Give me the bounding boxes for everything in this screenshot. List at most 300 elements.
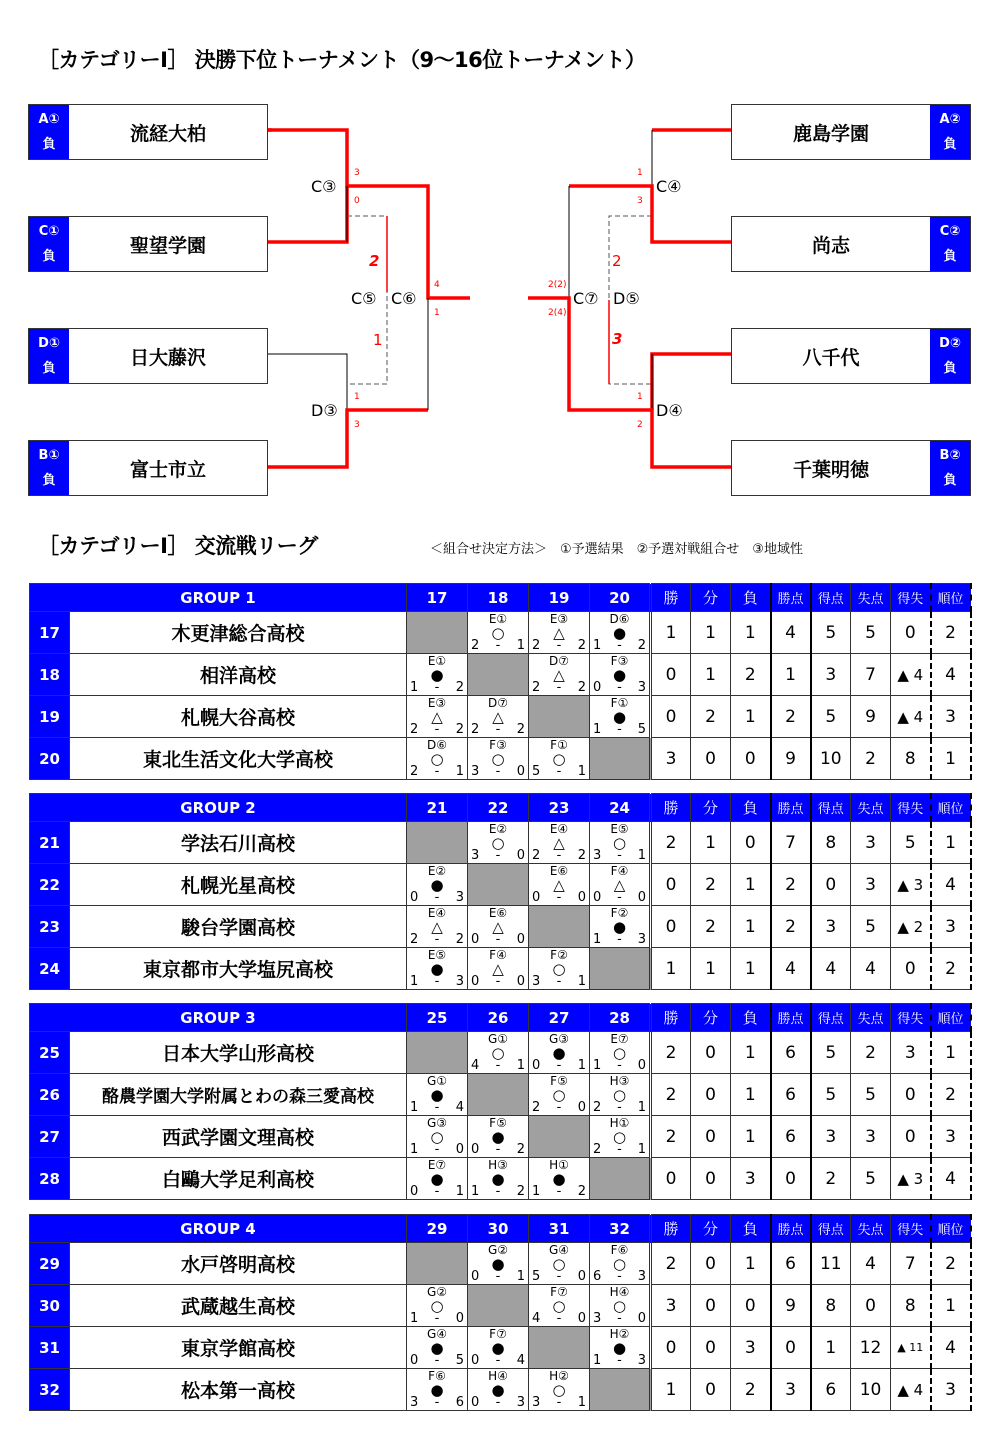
score-for: 2 xyxy=(410,932,419,947)
seed-label: C① xyxy=(38,224,60,239)
stat-value: ▲ 3 xyxy=(891,864,931,906)
result-mark: ● xyxy=(430,1086,444,1104)
stat-value: ▲ 3 xyxy=(891,1158,931,1200)
seed-badge xyxy=(930,105,970,159)
score-against: 3 xyxy=(637,680,647,695)
self-match-cell xyxy=(407,822,468,864)
stat-value: 1 xyxy=(731,1074,771,1116)
score-dash: - xyxy=(495,1142,501,1157)
match-label: C⑤ xyxy=(351,289,377,308)
stat-header: 勝 xyxy=(651,1215,691,1243)
bracket-team xyxy=(28,440,268,496)
score-dash: - xyxy=(556,848,562,863)
score-against: 1 xyxy=(637,1142,647,1157)
score-for: 1 xyxy=(593,722,602,737)
self-match-cell xyxy=(529,1327,590,1369)
result-mark: ○ xyxy=(491,834,505,852)
match-code: G① xyxy=(426,1074,448,1088)
group-name: GROUP 1 xyxy=(30,584,407,612)
win-line xyxy=(268,410,428,467)
score-dash: - xyxy=(617,890,622,905)
score-dash: - xyxy=(495,1058,501,1073)
stat-header: 得点 xyxy=(811,1215,851,1243)
score-for: 2 xyxy=(410,764,419,779)
stat-value: 2 xyxy=(771,864,811,906)
team-name: 東京学館高校 xyxy=(70,1327,407,1369)
stat-value: 1 xyxy=(931,1032,971,1074)
stat-value: ▲ 4 xyxy=(891,654,931,696)
score-against: 3 xyxy=(455,974,465,989)
stat-header: 負 xyxy=(731,1215,771,1243)
score-dash: - xyxy=(556,1184,562,1199)
team-name: 学法石川高校 xyxy=(70,822,407,864)
score-against: 0 xyxy=(577,890,587,905)
self-match-cell xyxy=(468,864,529,906)
score-dash: - xyxy=(556,1269,562,1284)
bracket-team xyxy=(731,440,971,496)
match-label: D③ xyxy=(311,401,338,420)
seed-result: 負 xyxy=(943,249,957,264)
score-for: 6 xyxy=(593,1269,602,1284)
match-code: G③ xyxy=(426,1116,448,1130)
team-number: 18 xyxy=(30,654,70,696)
stat-value: 2 xyxy=(651,822,691,864)
stat-value: 6 xyxy=(771,1074,811,1116)
score-against: 1 xyxy=(516,638,526,653)
score-dash: - xyxy=(434,1100,440,1115)
match-code: G③ xyxy=(548,1032,570,1046)
opponent-column-header: 17 xyxy=(407,584,468,612)
stat-value: 0 xyxy=(691,1116,731,1158)
score-for: 4 xyxy=(532,1311,541,1326)
result-mark: ○ xyxy=(612,1255,627,1273)
result-mark: ● xyxy=(430,666,444,684)
match-result-cell xyxy=(468,906,529,948)
match-code: G② xyxy=(487,1243,509,1257)
stat-value: 0 xyxy=(691,1327,731,1369)
result-mark: ● xyxy=(612,666,627,684)
match-result-cell xyxy=(468,1369,529,1411)
stat-value: 2 xyxy=(731,654,771,696)
stat-header: 分 xyxy=(691,1004,731,1032)
match-code: F① xyxy=(610,696,629,710)
stat-header: 負 xyxy=(731,1004,771,1032)
score-against: 1 xyxy=(455,764,465,779)
score-dash: - xyxy=(434,1184,440,1199)
stat-value: 3 xyxy=(771,1369,811,1411)
result-mark: ● xyxy=(612,1339,627,1357)
seed-label: B② xyxy=(939,448,961,463)
score-dash: - xyxy=(617,1058,622,1073)
result-mark: ● xyxy=(430,876,444,894)
match-result-cell xyxy=(529,822,590,864)
match-code: G④ xyxy=(548,1243,570,1257)
stat-value: 3 xyxy=(931,906,971,948)
stat-value: 3 xyxy=(851,1116,891,1158)
score-against: 2 xyxy=(577,638,587,653)
stat-value: 1 xyxy=(931,822,971,864)
match-result-cell xyxy=(529,864,590,906)
score: 1 xyxy=(637,392,643,402)
league-title: ［カテゴリーⅠ］ 交流戦リーグ xyxy=(38,534,318,558)
team-row xyxy=(30,822,971,864)
match-result-cell xyxy=(590,1285,651,1327)
group-header-row xyxy=(30,794,971,822)
stat-header: 得失 xyxy=(891,1215,931,1243)
stat-value: 1 xyxy=(731,1243,771,1285)
match-code: H③ xyxy=(488,1158,508,1172)
stat-header: 負 xyxy=(731,794,771,822)
stat-value: 2 xyxy=(931,1243,971,1285)
score-for: 0 xyxy=(471,1395,480,1410)
score-against: 2 xyxy=(577,848,587,863)
self-match-cell xyxy=(407,1032,468,1074)
score-for: 0 xyxy=(593,680,602,695)
match-result-cell xyxy=(407,1369,468,1411)
group-table xyxy=(29,793,972,990)
team-name: 札幌光星高校 xyxy=(70,864,407,906)
result-mark: ● xyxy=(491,1339,505,1357)
match-code: F⑦ xyxy=(489,1327,507,1341)
score-against: 6 xyxy=(455,1395,465,1410)
stat-value: 6 xyxy=(771,1116,811,1158)
score-dash: - xyxy=(434,974,440,989)
match-result-cell xyxy=(468,612,529,654)
seed-label: A② xyxy=(939,112,961,127)
score-for: 0 xyxy=(532,1058,541,1073)
score-dash: - xyxy=(495,1184,501,1199)
team-number: 26 xyxy=(30,1074,70,1116)
team-number: 24 xyxy=(30,948,70,990)
stat-header: 順位 xyxy=(931,584,971,612)
stat-value: 3 xyxy=(851,822,891,864)
result-mark: △ xyxy=(553,624,565,642)
stat-value: 1 xyxy=(731,1032,771,1074)
result-mark: ● xyxy=(612,918,627,936)
stat-value: 3 xyxy=(851,864,891,906)
team-name: 東北生活文化大学高校 xyxy=(70,738,407,780)
match-result-cell xyxy=(590,612,651,654)
result-mark: ● xyxy=(491,1255,505,1273)
score-for: 3 xyxy=(532,1395,541,1410)
stat-header: 分 xyxy=(691,1215,731,1243)
tournament-title: ［カテゴリーⅠ］ 決勝下位トーナメント（9～16位トーナメント） xyxy=(38,48,646,72)
score-dash: - xyxy=(434,1142,440,1157)
group-name: GROUP 4 xyxy=(30,1215,407,1243)
stat-value: 2 xyxy=(771,696,811,738)
stat-value: 3 xyxy=(931,1116,971,1158)
score-dash: - xyxy=(556,638,562,653)
stat-value: 4 xyxy=(931,1327,971,1369)
score-dash: - xyxy=(556,1100,562,1115)
team-name: 駿台学園高校 xyxy=(70,906,407,948)
team-name: 相洋高校 xyxy=(70,654,407,696)
self-match-cell xyxy=(468,1285,529,1327)
score-dash: - xyxy=(617,1353,622,1368)
score: 3 xyxy=(354,168,360,178)
stat-header: 勝 xyxy=(651,584,691,612)
stat-value: 1 xyxy=(651,948,691,990)
stat-header: 順位 xyxy=(931,794,971,822)
team-row xyxy=(30,612,971,654)
result-mark: ○ xyxy=(552,1381,566,1399)
score-for: 5 xyxy=(532,1269,541,1284)
stat-header: 分 xyxy=(691,584,731,612)
stat-value: 0 xyxy=(731,738,771,780)
score-dash: - xyxy=(617,680,622,695)
stat-value: 1 xyxy=(651,1369,691,1411)
bracket-team xyxy=(731,328,971,384)
team-number: 17 xyxy=(30,612,70,654)
match-code: F⑦ xyxy=(550,1285,568,1299)
score-dash: - xyxy=(434,1311,440,1326)
match-code: F⑥ xyxy=(610,1243,629,1257)
match-result-cell xyxy=(529,1032,590,1074)
score-against: 1 xyxy=(577,974,587,989)
bracket-team xyxy=(28,216,268,272)
score-against: 0 xyxy=(577,1100,587,1115)
result-mark: ● xyxy=(612,708,627,726)
stat-value: 3 xyxy=(651,1285,691,1327)
self-match-cell xyxy=(529,906,590,948)
match-result-cell xyxy=(529,654,590,696)
opponent-column-header: 22 xyxy=(468,794,529,822)
stat-header: 失点 xyxy=(851,1004,891,1032)
match-result-cell xyxy=(529,948,590,990)
stat-header: 失点 xyxy=(851,1215,891,1243)
stat-value: 8 xyxy=(891,1285,931,1327)
self-match-cell xyxy=(407,1243,468,1285)
seed-badge xyxy=(930,441,970,495)
match-code: E⑥ xyxy=(488,906,508,920)
match-result-cell xyxy=(468,1243,529,1285)
match-code: F② xyxy=(550,948,568,962)
score-for: 3 xyxy=(410,1395,419,1410)
result-mark: ○ xyxy=(552,1255,566,1273)
stat-header: 得点 xyxy=(811,1004,851,1032)
score-dash: - xyxy=(495,1269,501,1284)
score-for: 0 xyxy=(532,890,541,905)
score-dash: - xyxy=(495,1395,501,1410)
score-for: 1 xyxy=(410,974,419,989)
stat-value: 0 xyxy=(891,612,931,654)
score-against: 5 xyxy=(455,1353,465,1368)
score-against: 0 xyxy=(455,1142,465,1157)
seed-result: 負 xyxy=(42,249,56,264)
seed-badge xyxy=(29,329,69,383)
score-for: 1 xyxy=(410,680,419,695)
score-dash: - xyxy=(495,764,501,779)
stat-value: 2 xyxy=(851,738,891,780)
stat-value: 1 xyxy=(651,612,691,654)
match-result-cell xyxy=(407,1285,468,1327)
league-note: ＜組合せ決定方法＞ ①予選結果 ②予選対戦組合せ ③地域性 xyxy=(430,542,803,557)
stat-value: 5 xyxy=(851,1074,891,1116)
score-for: 0 xyxy=(471,932,480,947)
score-against: 2 xyxy=(637,638,647,653)
result-mark: ○ xyxy=(552,750,566,768)
stat-value: 6 xyxy=(771,1243,811,1285)
match-result-cell xyxy=(590,864,651,906)
score-for: 1 xyxy=(471,1184,480,1199)
score-against: 2 xyxy=(577,680,587,695)
team-row xyxy=(30,696,971,738)
team-row xyxy=(30,738,971,780)
score-dash: - xyxy=(495,1353,501,1368)
match-result-cell xyxy=(468,1158,529,1200)
score-dash: - xyxy=(617,638,622,653)
score-dash: - xyxy=(434,680,440,695)
match-code: H② xyxy=(609,1327,630,1341)
team-row xyxy=(30,1032,971,1074)
team-row xyxy=(30,1074,971,1116)
stat-value: 4 xyxy=(931,654,971,696)
stat-value: 5 xyxy=(811,612,851,654)
seed-result: 負 xyxy=(943,137,957,152)
match-result-cell xyxy=(407,1158,468,1200)
stat-value: ▲ 4 xyxy=(891,696,931,738)
self-match-cell xyxy=(407,612,468,654)
score-for: 0 xyxy=(593,890,602,905)
stat-value: 0 xyxy=(651,1158,691,1200)
score-for: 0 xyxy=(471,1142,480,1157)
opponent-column-header: 26 xyxy=(468,1004,529,1032)
stat-value: 0 xyxy=(691,1158,731,1200)
opponent-column-header: 24 xyxy=(590,794,651,822)
stat-value: ▲ 4 xyxy=(891,1369,931,1411)
score-against: 3 xyxy=(455,890,465,905)
result-mark: ○ xyxy=(612,1297,627,1315)
score-for: 0 xyxy=(410,1353,419,1368)
match-code: E① xyxy=(488,612,508,626)
match-label: C④ xyxy=(656,177,682,196)
team-number: 23 xyxy=(30,906,70,948)
score-against: 0 xyxy=(577,1311,587,1326)
stat-header: 分 xyxy=(691,794,731,822)
score-against: 0 xyxy=(455,1311,465,1326)
team-name: 松本第一高校 xyxy=(70,1369,407,1411)
match-result-cell xyxy=(407,738,468,780)
score-against: 2 xyxy=(455,722,465,737)
stat-value: 5 xyxy=(851,612,891,654)
match-code: H④ xyxy=(488,1369,508,1383)
result-mark: ○ xyxy=(552,1297,566,1315)
score-for: 2 xyxy=(593,1100,602,1115)
team-name: 流経大柏 xyxy=(129,122,206,145)
opponent-column-header: 21 xyxy=(407,794,468,822)
self-match-cell xyxy=(590,1158,651,1200)
self-match-cell xyxy=(590,738,651,780)
score-against: 3 xyxy=(637,1353,647,1368)
stat-value: 5 xyxy=(811,1032,851,1074)
team-number: 19 xyxy=(30,696,70,738)
match-result-cell xyxy=(529,1369,590,1411)
match-result-cell xyxy=(590,1074,651,1116)
stat-value: 10 xyxy=(851,1369,891,1411)
result-mark: ○ xyxy=(491,750,505,768)
score-dash: - xyxy=(495,848,501,863)
result-mark: ○ xyxy=(612,834,627,852)
stat-value: 2 xyxy=(811,1158,851,1200)
result-mark: ● xyxy=(491,1170,505,1188)
match-code: E④ xyxy=(549,822,569,836)
match-label: C③ xyxy=(311,177,337,196)
team-number: 28 xyxy=(30,1158,70,1200)
stat-value: 4 xyxy=(931,1158,971,1200)
self-match-cell xyxy=(529,696,590,738)
stat-value: 4 xyxy=(771,948,811,990)
seed-result: 負 xyxy=(42,361,56,376)
stat-value: 5 xyxy=(851,906,891,948)
team-row xyxy=(30,1243,971,1285)
score-dash: - xyxy=(556,764,562,779)
team-number: 29 xyxy=(30,1243,70,1285)
score: 2 xyxy=(612,252,622,270)
score-dash: - xyxy=(495,932,501,947)
opponent-column-header: 28 xyxy=(590,1004,651,1032)
seed-badge xyxy=(930,217,970,271)
stat-value: 0 xyxy=(691,1285,731,1327)
score-dash: - xyxy=(617,1142,622,1157)
score-for: 3 xyxy=(593,848,602,863)
score-against: 3 xyxy=(637,1269,647,1284)
match-code: F⑤ xyxy=(550,1074,568,1088)
result-mark: △ xyxy=(553,834,565,852)
match-result-cell xyxy=(529,1243,590,1285)
stat-value: 0 xyxy=(891,948,931,990)
match-code: G① xyxy=(487,1032,509,1046)
stat-value: 2 xyxy=(651,1116,691,1158)
score-against: 4 xyxy=(455,1100,465,1115)
stat-value: 4 xyxy=(851,948,891,990)
stat-value: 4 xyxy=(931,864,971,906)
team-row xyxy=(30,654,971,696)
score-against: 2 xyxy=(516,722,526,737)
score-dash: - xyxy=(556,974,562,989)
score-for: 1 xyxy=(593,1353,602,1368)
stat-value: 3 xyxy=(731,1327,771,1369)
score-dash: - xyxy=(556,680,562,695)
score-dash: - xyxy=(434,722,440,737)
stat-value: 2 xyxy=(691,864,731,906)
stat-value: 11 xyxy=(811,1243,851,1285)
stat-value: 0 xyxy=(691,738,731,780)
score: 3 xyxy=(354,420,360,430)
stat-value: 3 xyxy=(651,738,691,780)
match-label: C⑦ xyxy=(573,289,599,308)
stat-value: 0 xyxy=(651,1327,691,1369)
team-name: 西武学園文理高校 xyxy=(70,1116,407,1158)
result-mark: ○ xyxy=(552,1086,566,1104)
score-dash: - xyxy=(617,1100,622,1115)
result-mark: ○ xyxy=(430,750,444,768)
stat-value: 3 xyxy=(931,696,971,738)
stat-value: 0 xyxy=(731,822,771,864)
group-name: GROUP 2 xyxy=(30,794,407,822)
match-code: D⑦ xyxy=(488,696,509,710)
match-result-cell xyxy=(590,654,651,696)
match-result-cell xyxy=(407,696,468,738)
stat-value: 0 xyxy=(771,1158,811,1200)
match-code: F⑤ xyxy=(489,1116,507,1130)
match-code: H③ xyxy=(609,1074,630,1088)
stat-header: 勝点 xyxy=(771,794,811,822)
score-for: 0 xyxy=(410,1184,419,1199)
opponent-column-header: 29 xyxy=(407,1215,468,1243)
score: 2 xyxy=(637,420,643,430)
stat-value: 8 xyxy=(811,1285,851,1327)
match-result-cell xyxy=(529,1074,590,1116)
